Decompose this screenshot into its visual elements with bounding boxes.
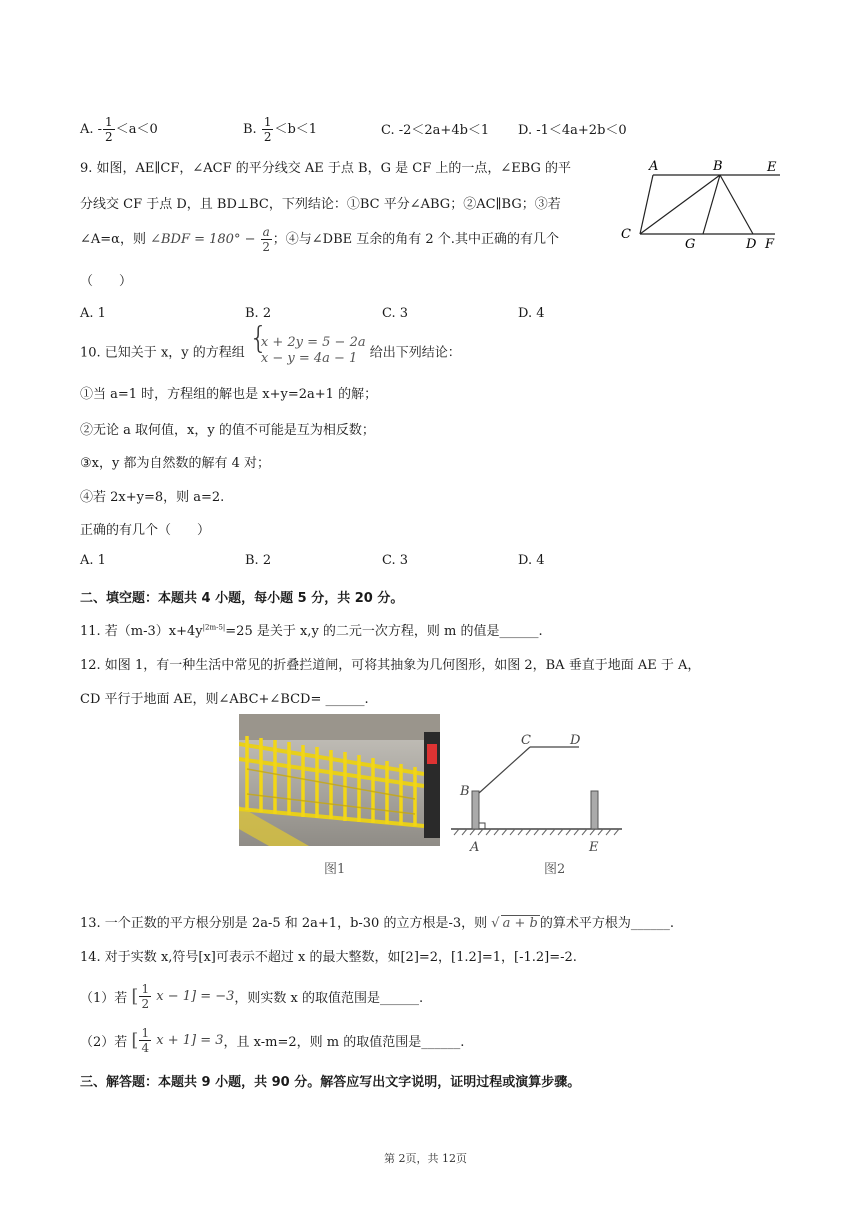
q10-option-d: D. 4 — [518, 553, 545, 568]
q9-line-1: 9. 如图，AE∥CF，∠ACF 的平分线交 AE 于点 B，G 是 CF 上的一点，∠EBG 的平 — [80, 161, 572, 176]
q8-option-a: A. - $\frac{1}{2}$ ＜a＜0 — [80, 115, 158, 144]
q12-line-1: 12. 如图 1，有一种生活中常见的折叠拦道闸，可将其抽象为几何图形，如图 2，BA 垂直于地面 AE 于 A， — [80, 658, 701, 673]
q12-figure-1-caption: 图1 — [324, 862, 346, 877]
fig9-label-a: A — [649, 159, 659, 174]
q13-text: 13. 一个正数的平方根分别是 2a-5 和 2a+1，b-30 的立方根是-3，则 √ a + b 的算术平方根为______. — [80, 916, 674, 931]
q10-statement-1: ①当 a=1 时，方程组的解也是 x+y=2a+1 的解； — [80, 387, 378, 402]
q8-option-c: C. -2＜2a+4b＜1 — [381, 123, 490, 138]
q9-line-2: 分线交 CF 于点 D，且 BD⊥BC，下列结论：①BC 平分∠ABG；②AC∥BG；③若 — [80, 197, 561, 212]
fig2-label-a: A — [470, 840, 480, 855]
section-2-heading: 二、填空题：本题共 4 小题，每小题 5 分，共 20 分。 — [80, 591, 404, 606]
q8-option-d: D. -1＜4a+2b＜0 — [518, 123, 627, 138]
fig2-label-d: D — [570, 733, 581, 748]
q12-line-2: CD 平行于地面 AE，则∠ABC+∠BCD= ______. — [80, 692, 369, 707]
q14-part-1: （1）若 [ $\frac{1}{2}$ x − 1] = −3，则实数 x 的取值范围是______. — [80, 982, 424, 1011]
q8-option-b: B. $\frac{1}{2}$ ＜b＜1 — [243, 115, 318, 144]
fig9-label-b: B — [713, 159, 723, 174]
q12-figure-1-photo — [239, 714, 440, 846]
page-footer: 第 2页，共 12页 — [384, 1152, 467, 1165]
q9-line-3: ∠A=α，则 ∠BDF = 180° − $\frac{a}{2}$ ；④与∠DBE 互余的角有 2 个.其中正确的有几个 — [80, 225, 559, 254]
fig2-label-b: B — [460, 784, 470, 799]
q10-intro: 10. 已知关于 x，y 的方程组 { x + 2y = 5 − 2a x − y = 4a − 1 给出下列结论： — [80, 321, 461, 366]
q12-figure-2-caption: 图2 — [544, 862, 566, 877]
fig9-label-d: D — [746, 237, 757, 252]
fig2-label-e: E — [589, 840, 599, 855]
q10-option-a: A. 1 — [80, 553, 106, 568]
fig9-label-e: E — [767, 160, 777, 175]
q10-option-b: B. 2 — [245, 553, 272, 568]
q10-option-c: C. 3 — [382, 553, 409, 568]
q13-sqrt: a + b — [502, 916, 538, 931]
q9-answer-paren: （ ） — [80, 274, 133, 289]
fig9-label-g: G — [685, 237, 696, 252]
q11-text: 11. 若$(m-3)x+4y^{|2m-5|}=25$ 是关于 x,y 的二元一次方程，则 m 的值是______. — [80, 623, 543, 639]
q10-statement-2: ②无论 a 取何值，x，y 的值不可能是互为相反数； — [80, 423, 375, 438]
q10-statement-3: ③x，y 都为自然数的解有 4 对； — [80, 456, 270, 471]
q10-equation-system: { x + 2y = 5 − 2a x − y = 4a − 1 — [248, 321, 366, 366]
q9-option-a: A. 1 — [80, 306, 106, 321]
q10-question: 正确的有几个（ ） — [80, 523, 211, 538]
section-3-heading: 三、解答题：本题共 9 小题，共 90 分。解答应写出文字说明，证明过程或演算步骤。 — [80, 1075, 581, 1090]
q9-option-b: B. 2 — [245, 306, 272, 321]
fig9-label-f: F — [765, 237, 775, 252]
q10-statement-4: ④若 2x+y=8，则 a=2. — [80, 490, 225, 505]
q14-intro: 14. 对于实数 x,符号[x]可表示不超过 x 的最大整数，如[2]=2，[1.2]=1，[-1.2]=-2. — [80, 950, 577, 965]
q14-part-2: （2）若 [ $\frac{1}{4}$ x + 1] = 3，且 x-m=2，则 m 的取值范围是______. — [80, 1026, 465, 1055]
fig2-label-c: C — [521, 733, 531, 748]
fig9-label-c: C — [621, 227, 631, 242]
q12-figure-2 — [446, 724, 626, 864]
q9-figure — [615, 152, 790, 252]
q9-option-c: C. 3 — [382, 306, 409, 321]
q9-option-d: D. 4 — [518, 306, 545, 321]
